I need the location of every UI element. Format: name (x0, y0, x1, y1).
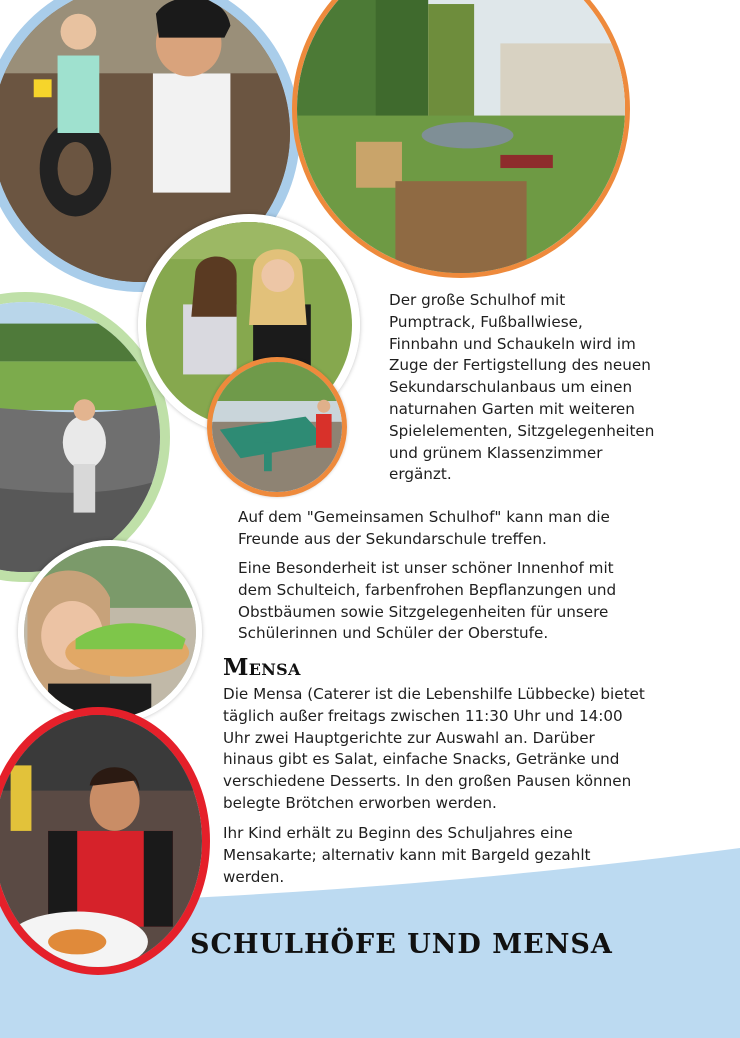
schulhof-paragraph-1: Der große Schulhof mit Pumptrack, Fußballwiese, Finnbahn und Schaukeln wird im Zuge der Fertigstellung des neuen Sekundarschulanbaus um einen naturnahen Garten mit weiteren Spielelementen, Sitzgelegenheiten und grünem Klassenzimmer ergänzt. (389, 291, 655, 484)
sandwich-photo (18, 540, 202, 724)
mensa-paragraph-1: Die Mensa (Caterer ist die Lebenshilfe Lübbecke) bietet täglich außer freitags zwischen 11:30 Uhr und 14:00 Uhr zwei Hauptgerichte zur Auswahl an. Darüber hinaus gibt es Salat, einfache Snacks, Getränke und verschiedene Desserts. In den großen Pausen können belegte Brötchen erworben werden. (223, 685, 645, 812)
mensa-heading-text: Mensa (223, 654, 301, 681)
table-tennis-photo (207, 357, 347, 497)
schulhof-paragraph-3: Eine Besonderheit ist unser schöner Innenhof mit dem Schulteich, farbenfrohen Bepflanzungen und Obstbäumen sowie Sitzgelegenheiten für unsere Schülerinnen und Schüler der Oberstufe. (238, 559, 617, 643)
page-title: SCHULHÖFE UND MENSA (190, 929, 613, 960)
mensa-paragraph-2: Ihr Kind erhält zu Beginn des Schuljahres eine Mensakarte; alternativ kann mit Bargeld gezahlt werden. (223, 824, 591, 886)
mensa-heading (223, 654, 301, 681)
schulhof-paragraph-2: Auf dem "Gemeinsamen Schulhof" kann man die Freunde aus der Sekundarschule treffen. (238, 508, 610, 548)
